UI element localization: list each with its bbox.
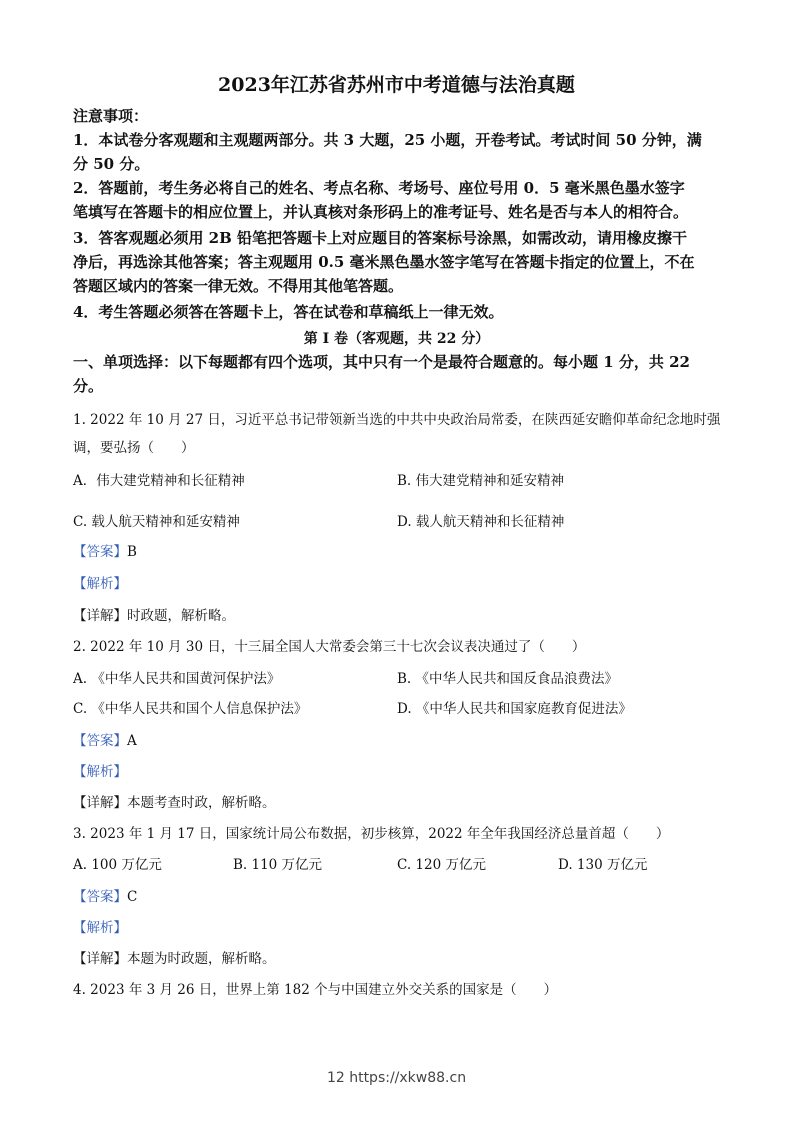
notice-line: 笔填写在答题卡的相应位置上，并认真核对条形码上的准考证号、姓名是否与本人的相符合。	[73, 203, 689, 221]
page-footer: 12 https://xkw88.cn	[326, 1070, 467, 1086]
q1-analysis-tag: 【解析】	[73, 576, 127, 592]
q1-option-b: B. 伟大建党精神和延安精神	[397, 473, 565, 489]
detail-text: 本题为时政题，解析略。	[127, 951, 276, 967]
section-heading: 第 I 卷（客观题，共 22 分）	[303, 331, 490, 347]
q3-detail	[73, 947, 276, 967]
q2-option-c: C. 《中华人民共和国个人信息保护法》	[73, 701, 308, 717]
q3-option-c: C. 120 万亿元	[397, 857, 486, 873]
detail-tag: 【详解】	[73, 608, 127, 624]
answer-value: B	[127, 544, 137, 560]
notice-line: 净后，再选涂其他答案；答主观题用 0.5 毫米黑色墨水签字笔写在答题卡指定的位置上，不在	[73, 253, 695, 271]
detail-tag: 【详解】	[73, 795, 127, 811]
q1-detail	[73, 604, 235, 624]
q3-answer	[73, 885, 137, 905]
notice-line: 分 50 分。	[73, 155, 150, 173]
q1-option-c: C. 载人航天精神和延安精神	[73, 514, 240, 530]
notice-line: 4．考生答题必须答在答题卡上，答在试卷和草稿纸上一律无效。	[73, 303, 504, 321]
answer-tag: 【答案】	[73, 733, 127, 749]
answer-value: A	[127, 733, 137, 749]
notice-line: 2．答题前，考生务必将自己的姓名、考点名称、考场号、座位号用 0．5 毫米黑色墨水签字	[73, 179, 685, 197]
q2-option-b: B. 《中华人民共和国反食品浪费法》	[397, 671, 619, 687]
notice-line: 1．本试卷分客观题和主观题两部分。共 3 大题，25 小题，开卷考试。考试时间 50 分钟，满	[73, 131, 702, 149]
q3-option-d: D. 130 万亿元	[558, 857, 648, 873]
q2-answer	[73, 729, 137, 749]
page-title: 2023年江苏省苏州市中考道德与法治真题	[218, 74, 575, 96]
question-1-stem: 调，要弘扬（ ）	[73, 440, 195, 456]
notice-line: 答题区域内的答案一律无效。不得用其他笔答题。	[73, 277, 404, 295]
q1-option-d: D. 载人航天精神和长征精神	[397, 514, 565, 530]
answer-tag: 【答案】	[73, 889, 127, 905]
detail-text: 本题考查时政，解析略。	[127, 795, 276, 811]
q3-option-b: B. 110 万亿元	[233, 857, 323, 873]
question-2-stem: 2. 2022 年 10 月 30 日，十三届全国人大常委会第三十七次会议表决通过了（ ）	[73, 639, 586, 655]
question-4-stem: 4. 2023 年 3 月 26 日，世界上第 182 个与中国建立外交关系的国家是（ ）	[73, 982, 558, 998]
part-heading: 一、单项选择：以下每题都有四个选项，其中只有一个是最符合题意的。每小题 1 分，共 22	[73, 353, 690, 371]
q2-analysis-tag: 【解析】	[73, 764, 127, 780]
notice-heading: 注意事项：	[73, 107, 149, 125]
q1-option-a: A．伟大建党精神和长征精神	[73, 473, 245, 489]
question-3-stem: 3. 2023 年 1 月 17 日，国家统计局公布数据，初步核算，2022 年全年我国经济总量首超（ ）	[73, 826, 670, 842]
q1-answer	[73, 540, 137, 560]
q2-option-d: D. 《中华人民共和国家庭教育促进法》	[397, 701, 632, 717]
answer-tag: 【答案】	[73, 544, 127, 560]
q3-analysis-tag: 【解析】	[73, 920, 127, 936]
answer-value: C	[127, 889, 138, 905]
question-1-stem: 1. 2022 年 10 月 27 日，习近平总书记带领新当选的中共中央政治局常委，在陕西延安瞻仰革命纪念地时强	[73, 412, 721, 428]
part-heading: 分。	[73, 377, 104, 395]
detail-text: 时政题，解析略。	[127, 608, 235, 624]
notice-line: 3．答客观题必须用 2B 铅笔把答题卡上对应题目的答案标号涂黑，如需改动，请用橡皮擦干	[73, 229, 688, 247]
q3-option-a: A. 100 万亿元	[73, 857, 162, 873]
detail-tag: 【详解】	[73, 951, 127, 967]
q2-option-a: A. 《中华人民共和国黄河保护法》	[73, 671, 281, 687]
q2-detail	[73, 791, 276, 811]
